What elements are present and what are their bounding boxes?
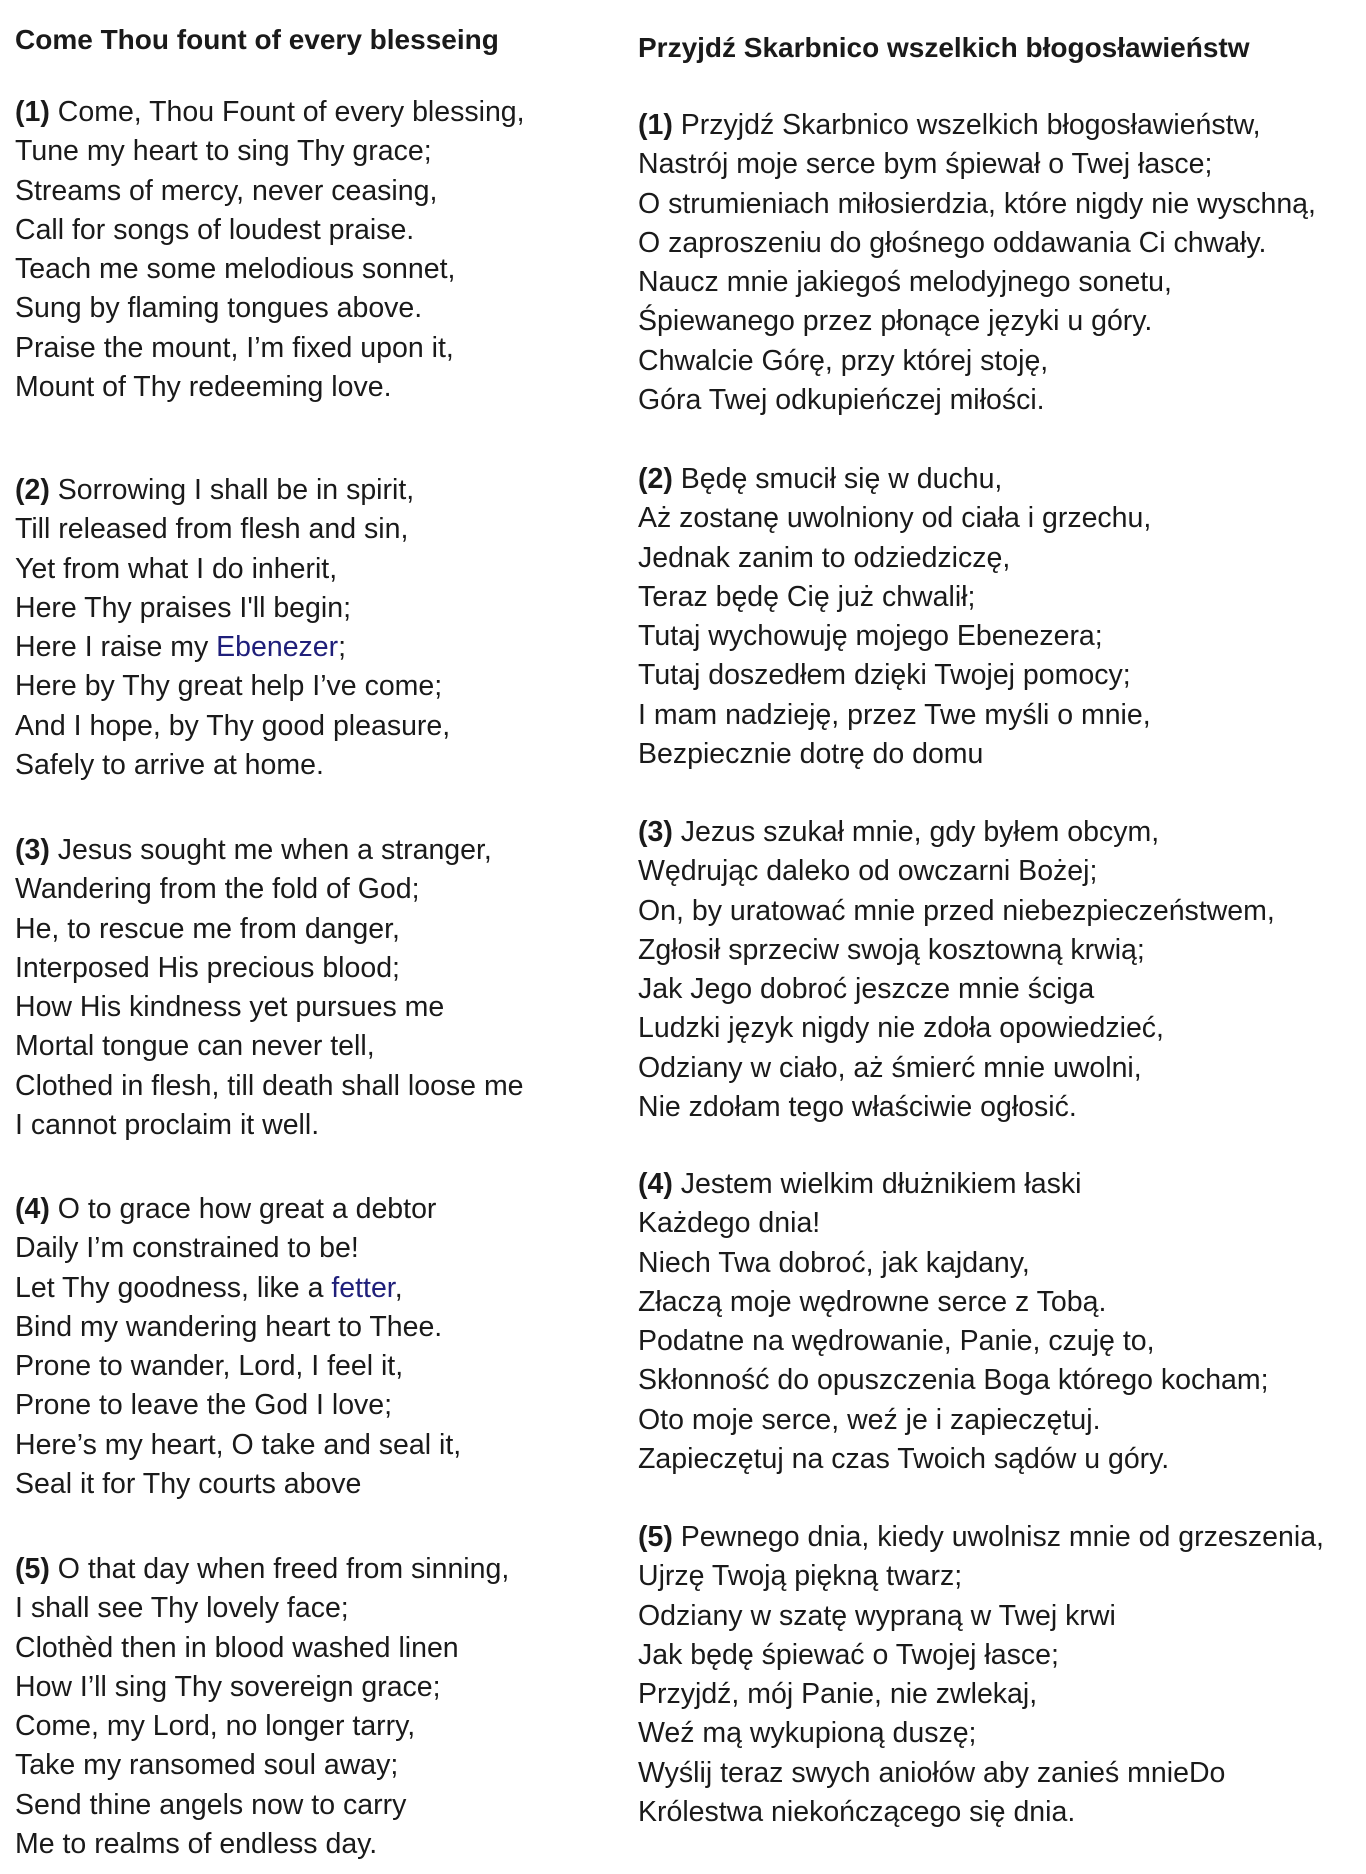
- polish-verse-1: [638, 106, 1316, 420]
- polish-title: Przyjdź Skarbnico wszelkich błogosławieństw: [638, 32, 1250, 63]
- verse-line: Here I raise my Ebenezer;: [15, 631, 347, 664]
- verse-line: (4) Jestem wielkim dłużnikiem łaski: [638, 1168, 1082, 1200]
- verse-line: Odziany w ciało, aż śmierć mnie uwolni,: [638, 1051, 1142, 1084]
- verse-line: Wyślij teraz swych aniołów aby zanieś mnieDo: [638, 1756, 1226, 1789]
- fetter-link[interactable]: fetter: [331, 1271, 395, 1304]
- english-verse-1: [15, 93, 525, 407]
- english-verse-4: [15, 1190, 461, 1504]
- verse-line: How I’ll sing Thy sovereign grace;: [15, 1670, 441, 1703]
- verse-line: Interposed His precious blood;: [15, 951, 400, 984]
- verse-line: Jak będę śpiewać o Twojej łasce;: [638, 1638, 1059, 1671]
- verse-line: Yet from what I do inherit,: [15, 552, 338, 585]
- verse-line: Królestwa niekończącego się dnia.: [638, 1796, 1076, 1829]
- verse-line: Zgłosił sprzeciw swoją kosztowną krwią;: [638, 933, 1145, 966]
- verse-line: Jednak zanim to odziedziczę,: [638, 541, 1011, 574]
- verse-line: Złaczą moje wędrowne serce z Tobą.: [638, 1285, 1107, 1318]
- verse-line: O zaproszeniu do głośnego oddawania Ci chwały.: [638, 226, 1267, 259]
- verse-line: Seal it for Thy courts above: [15, 1468, 362, 1501]
- verse-line: (2) Sorrowing I shall be in spirit,: [15, 474, 415, 506]
- verse-line: How His kindness yet pursues me: [15, 991, 445, 1024]
- verse-line: Aż zostanę uwolniony od ciała i grzechu,: [638, 502, 1152, 535]
- verse-line: And I hope, by Thy good pleasure,: [15, 709, 451, 742]
- verse-line: Naucz mnie jakiegoś melodyjnego sonetu,: [638, 266, 1172, 299]
- verse-line: (2) Będę smucił się w duchu,: [638, 463, 1003, 495]
- verse-line: (1) Przyjdź Skarbnico wszelkich błogosławieństw,: [638, 109, 1261, 141]
- verse-number: (3): [638, 816, 673, 848]
- verse-line: Nie zdołam tego właściwie ogłosić.: [638, 1091, 1077, 1124]
- verse-line: Skłonność do opuszczenia Boga którego kocham;: [638, 1364, 1269, 1397]
- verse-line: Let Thy goodness, like a fetter,: [15, 1271, 403, 1304]
- verse-line: Call for songs of loudest praise.: [15, 213, 415, 246]
- verse-line: Tune my heart to sing Thy grace;: [15, 135, 432, 168]
- verse-line: Ujrzę Twoją piękną twarz;: [638, 1560, 963, 1593]
- verse-line: Chwalcie Górę, przy której stoję,: [638, 344, 1049, 377]
- verse-number: (4): [15, 1193, 50, 1225]
- verse-number: (5): [15, 1553, 50, 1585]
- verse-line: Take my ransomed soul away;: [15, 1749, 399, 1782]
- verse-number: (2): [15, 474, 50, 506]
- verse-line: Wędrując daleko od owczarni Bożej;: [638, 855, 1098, 888]
- verse-line: Prone to wander, Lord, I feel it,: [15, 1350, 404, 1383]
- verse-line: I cannot proclaim it well.: [15, 1109, 320, 1142]
- verse-line: Oto moje serce, weź je i zapieczętuj.: [638, 1403, 1101, 1436]
- verse-line: Bind my wandering heart to Thee.: [15, 1310, 443, 1343]
- verse-line: On, by uratować mnie przed niebezpieczeństwem,: [638, 894, 1275, 927]
- english-title: Come Thou fount of every blesseing: [15, 24, 499, 55]
- english-verse-5: [15, 1550, 509, 1864]
- verse-line: I shall see Thy lovely face;: [15, 1592, 349, 1625]
- verse-line: Każdego dnia!: [638, 1207, 821, 1240]
- verse-line: (3) Jezus szukał mnie, gdy byłem obcym,: [638, 816, 1160, 848]
- verse-line: (5) Pewnego dnia, kiedy uwolnisz mnie od grzeszenia,: [638, 1521, 1324, 1553]
- verse-line: Bezpiecznie dotrę do domu: [638, 738, 984, 771]
- verse-line: (3) Jesus sought me when a stranger,: [15, 834, 492, 866]
- verse-line: Weź mą wykupioną duszę;: [638, 1717, 977, 1750]
- verse-line: Here’s my heart, O take and seal it,: [15, 1428, 462, 1461]
- verse-line: (1) Come, Thou Fount of every blessing,: [15, 96, 525, 128]
- polish-verse-4: [638, 1165, 1269, 1479]
- ebenezer-link[interactable]: Ebenezer: [216, 631, 339, 664]
- verse-line: Teraz będę Cię już chwalił;: [638, 580, 976, 613]
- verse-number: (5): [638, 1521, 673, 1553]
- verse-line: Me to realms of endless day.: [15, 1828, 378, 1861]
- verse-line: Come, my Lord, no longer tarry,: [15, 1710, 416, 1743]
- verse-line: Śpiewanego przez płonące języki u góry.: [638, 305, 1153, 338]
- verse-line: Mount of Thy redeeming love.: [15, 371, 392, 404]
- verse-line: Here Thy praises I'll begin;: [15, 591, 351, 624]
- verse-line: Praise the mount, I’m fixed upon it,: [15, 331, 454, 364]
- english-verse-3: [15, 831, 524, 1145]
- verse-line: Till released from flesh and sin,: [15, 513, 409, 546]
- verse-line: Sung by flaming tongues above.: [15, 292, 423, 325]
- verse-line: Mortal tongue can never tell,: [15, 1030, 375, 1063]
- verse-line: Góra Twej odkupieńczej miłości.: [638, 384, 1045, 417]
- verse-line: Ludzki język nigdy nie zdoła opowiedzieć,: [638, 1012, 1164, 1045]
- verse-line: (4) O to grace how great a debtor: [15, 1193, 437, 1225]
- verse-line: Prone to leave the God I love;: [15, 1389, 393, 1422]
- verse-line: Clothèd then in blood washed linen: [15, 1631, 459, 1664]
- verse-line: Tutaj doszedłem dzięki Twojej pomocy;: [638, 659, 1131, 692]
- verse-line: Jak Jego dobroć jeszcze mnie ściga: [638, 973, 1095, 1006]
- polish-verse-2: [638, 460, 1151, 774]
- verse-line: He, to rescue me from danger,: [15, 912, 400, 945]
- verse-line: Teach me some melodious sonnet,: [15, 253, 456, 286]
- verse-line: Here by Thy great help I’ve come;: [15, 670, 443, 703]
- verse-line: Clothed in flesh, till death shall loose me: [15, 1069, 524, 1102]
- english-verse-2: [15, 471, 450, 785]
- verse-line: Nastrój moje serce bym śpiewał o Twej łasce;: [638, 148, 1213, 181]
- verse-line: Streams of mercy, never ceasing,: [15, 174, 438, 207]
- polish-verse-5: [638, 1518, 1324, 1832]
- verse-line: Odziany w szatę wypraną w Twej krwi: [638, 1599, 1116, 1632]
- verse-line: Safely to arrive at home.: [15, 749, 324, 782]
- verse-line: Niech Twa dobroć, jak kajdany,: [638, 1246, 1030, 1279]
- verse-line: Daily I’m constrained to be!: [15, 1232, 359, 1265]
- verse-line: Wandering from the fold of God;: [15, 873, 420, 906]
- verse-line: Send thine angels now to carry: [15, 1788, 407, 1821]
- verse-line: Podatne na wędrowanie, Panie, czuję to,: [638, 1325, 1155, 1358]
- verse-line: I mam nadzieję, przez Twe myśli o mnie,: [638, 698, 1151, 731]
- verse-line: O strumieniach miłosierdzia, które nigdy nie wyschną,: [638, 187, 1316, 220]
- polish-verse-3: [638, 813, 1275, 1127]
- verse-line: Zapieczętuj na czas Twoich sądów u góry.: [638, 1443, 1170, 1476]
- verse-number: (1): [15, 96, 50, 128]
- verse-number: (1): [638, 109, 673, 141]
- verse-number: (2): [638, 463, 673, 495]
- verse-number: (3): [15, 834, 50, 866]
- verse-line: (5) O that day when freed from sinning,: [15, 1553, 510, 1585]
- verse-line: Tutaj wychowuję mojego Ebenezera;: [638, 620, 1103, 653]
- verse-line: Przyjdź, mój Panie, nie zwlekaj,: [638, 1678, 1038, 1711]
- verse-number: (4): [638, 1168, 673, 1200]
